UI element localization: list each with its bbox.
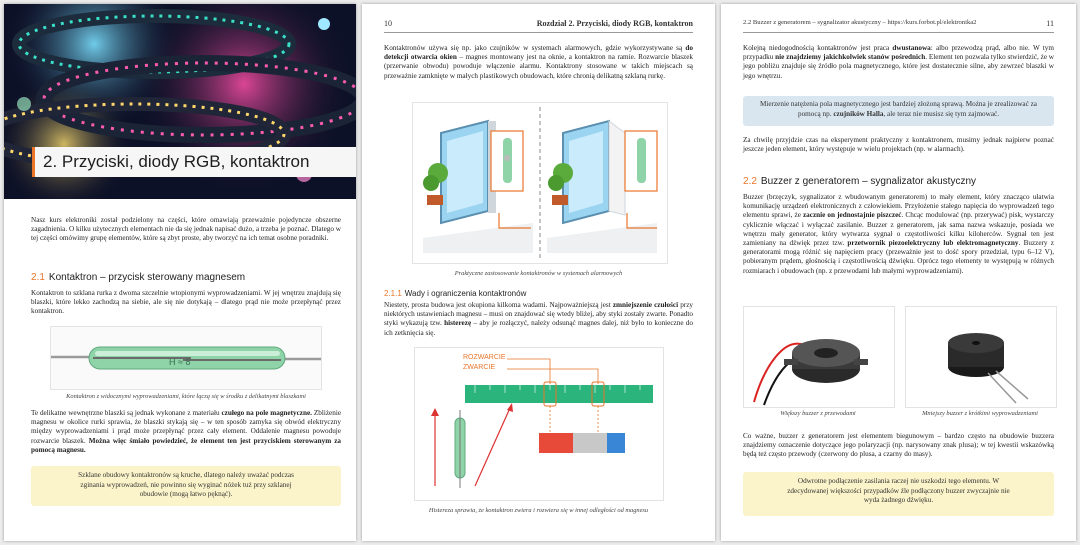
section-title: Kontaktron – przycisk sterowany magnesem [48, 272, 246, 283]
drawbacks-paragraph: Niestety, prosta budowa jest okupiona kilkoma wadami. Najpoważniejszą jest zmniejszenie czułości przy niektórych ustawieniach magnesu – musi on znajdować się wtedy bliżej, aby styki zostały zwarte. Ponadto styki wykazują tzw. histerezę – aby je rozłączyć, należy odsunąć magnes dalej, niż było to konieczne do ich zetknięcia się. [384, 301, 693, 337]
polarity-paragraph: Co ważne, buzzer z generatorem jest elementem biegunowym – bardzo często na obudowie buzzera znajdziemy oznaczenie dotyczące jego polaryzacji (np. narysowany znak plusa); w tej kwestii wskazówką będą też często przewody (czerwony do plusa, a czarny do masy). [743, 432, 1054, 459]
page-left [4, 4, 356, 541]
reed-paragraph-2: Te delikatne wewnętrzne blaszki są jednak wykonane z materiału czułego na pole magnetyczne. Zbliżenie magnesu w okolice rurki sprawia, że blaszki stykają się – w ten sposób zamyka się obwód elektryczny między wyprowadzeniami i prąd może przepłynąć przez cały element. Oddalenie magnesu powoduje rozwarcie blaszek. Można więc śmiało powiedzieć, że element ten jest przyciskiem sterowanym za pomocą magnesu. [31, 409, 342, 454]
subsection-heading [384, 289, 526, 298]
window-alarm-illustration [412, 102, 668, 264]
label-closed: ZWARCIE [463, 364, 496, 371]
reed-paragraph-1: Kontaktron to szklana rurka z dwoma szczelnie wtopionymi wyprowadzeniami. W jej wnętrzu znajdują się blaszki, które lekko zachodzą na siebie, ale się nie dotykają – dlatego prąd nie może przepłynąć przez kontaktron. [31, 289, 341, 316]
section-number: 2.2 [743, 176, 757, 187]
page-middle [362, 4, 715, 541]
section-heading [743, 176, 976, 187]
small-buzzer-caption: Mniejszy buzzer z krótkimi wyprowadzeniami [922, 410, 1038, 417]
page-number: 10 [384, 19, 392, 28]
hysteresis-diagram [414, 347, 664, 501]
alarm-figure-caption: Praktyczne zastosowanie kontaktronów w systemach alarmowych [454, 270, 623, 277]
svg-text:H ≈ 8: H ≈ 8 [169, 357, 191, 367]
running-header: Rozdział 2. Przyciski, diody RGB, kontaktron [536, 19, 693, 28]
chapter-title: 2. Przyciski, diody RGB, kontaktron [32, 147, 356, 177]
small-buzzer-photo [905, 306, 1057, 408]
subsection-title: Wady i ograniczenia kontaktronów [404, 289, 527, 298]
page-right [721, 4, 1076, 541]
reed-figure-caption: Kontaktron z widocznymi wyprowadzeniami, które łączą się w środku z delikatnymi blaszkami [66, 393, 306, 400]
reverse-power-note: Odwrotne podłączenie zasilania raczej nie uszkodzi tego elementu. W zdecydowanej większości przypadków źle podłączony buzzer zwyczajnie nie wyda żadnego dźwięku. [743, 472, 1054, 516]
transition-paragraph: Za chwilę przyjdzie czas na eksperyment praktyczny z kontaktronem, musimy jednak najpierw poznać jeszcze jeden element, który występuje w wielu projektach (np. w alarmach). [743, 136, 1054, 154]
header-rule [384, 32, 693, 33]
fragility-note: Szklane obudowy kontaktronów są kruche, dlatego należy uważać podczas zginania wyprowadzeń, nie powinno się wyginać nóżek tuż przy szklanej obudowie (mogą łatwo pęknąć). [31, 466, 341, 506]
section-title: Buzzer z generatorem – sygnalizator akustyczny [760, 176, 977, 187]
subsection-number: 2.1.1 [384, 289, 402, 298]
buzzer-paragraph: Buzzer (brzęczyk, sygnalizator z wbudowanym generatorem) to mały element, który znacząco ułatwia komunikację urządzeń elektronicznych z człowiekiem. Przyłożenie stałego napięcia do wyprowadzeń tego elementu sprawi, że zacznie on jednostajnie piszczeć. Chcąc modulować (np. przerywać) pisk, wystarczy cyklicznie włączać i wyłączać zasilanie. Buzzer z generatorem, jak sama nazwa wskazuje, posiada we wnętrzu mały generator, który wytwarza sygnał o częstotliwości kilku kiloherców. Sygnał ten jest zamieniany na dźwięk przez tzw. przetwornik piezoelektryczny lub elektromagnetyczny. Buzzery z generatorami mogą różnić się napięciem pracy (przeważnie jest to dość spory przedział, typu 6–12 V), pobieranym prądem, głośnością i częstotliwością dźwięku. Oprócz tego elementy te występują w różnych rozmiarach i obudowach (np. z przewodami lub małymi wyprowadzeniami). [743, 193, 1054, 275]
intro-paragraph: Nasz kurs elektroniki został podzielony na części, które omawiają przeważnie pojedyncze obszerne zagadnienia. O kilku użytecznych elementach nie da się jednak napisać dużo, a trzeba je poznać. Dlatego w tej części omówimy grupę elementów, które są zbyt proste, aby tworzyć na ich temat osobne poradniki. [31, 216, 341, 243]
section-number: 2.1 [31, 272, 45, 283]
bistable-paragraph: Kolejną niedogodnością kontaktronów jest praca dwustanowa: albo przewodzą prąd, albo nie. W tym przypadku nie znajdziemy jakichkolwiek stanów pośrednich. Element ten pozwala tylko stwierdzić, że w jego pobliżu znajduje się źródło pola magnetycznego, które jest dostatecznie silne, aby zewrzeć blaszki w jego wnętrzu. [743, 44, 1055, 80]
hysteresis-figure-caption: Histereza sprawia, że kontaktron zwiera i rozwiera się w innej odległości od magnesu [428, 507, 649, 514]
header-rule [743, 32, 1054, 33]
running-header: 2.2 Buzzer z generatorem – sygnalizator akustyczny – https://kurs.forbot.pl/elektronika2 [743, 19, 977, 26]
alarm-paragraph: Kontaktronów używa się np. jako czujników w systemach alarmowych, gdzie wykorzystywane są do detekcji otwarcia okien – magnes montowany jest na oknie, a kontaktron na ramie. Rozwarcie blaszek (przerwanie obwodu) powoduje włączenie alarmu. Kontaktrony stosowane w takich miejscach są przeważnie zamknięte w małych plastikowych obudowach, które chronią delikatną szklaną rurkę. [384, 44, 693, 80]
page-number: 11 [1046, 19, 1054, 28]
label-open: ROZWARCIE [463, 354, 506, 361]
large-buzzer-photo [743, 306, 895, 408]
reed-switch-photo [50, 326, 322, 390]
section-heading [31, 272, 245, 283]
large-buzzer-caption: Większy buzzer z przewodami [780, 410, 856, 417]
hall-sensor-note: Mierzenie natężenia pola magnetycznego jest bardziej złożoną sprawą. Można je zrealizować za pomocą np. czujników Halla, ale teraz nie musisz się tym zajmować. [743, 96, 1054, 126]
